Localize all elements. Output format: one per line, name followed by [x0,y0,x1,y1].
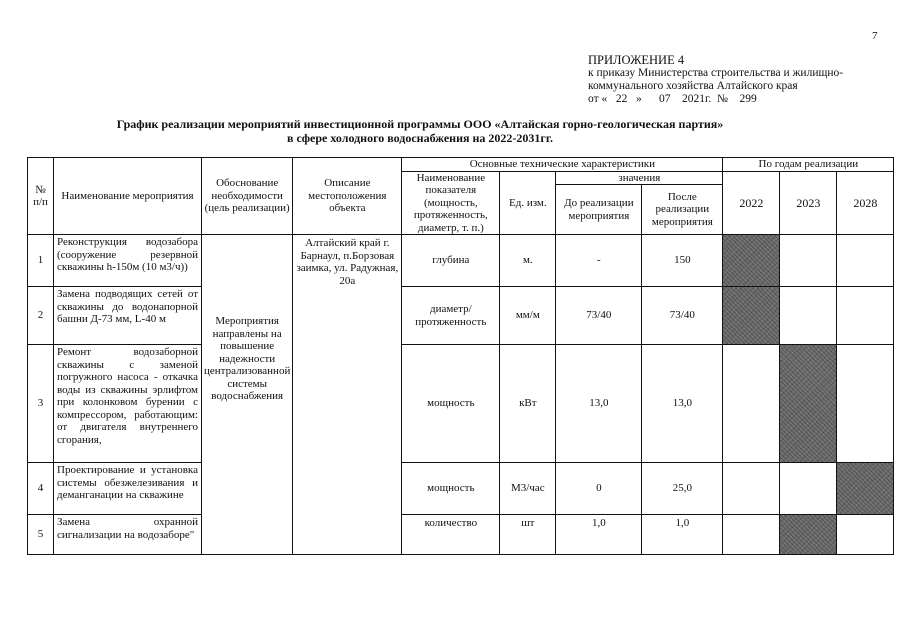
row-year-cell [780,287,837,345]
row-before: 73/40 [556,287,642,345]
appendix-line-2: коммунального хозяйства Алтайского края [588,80,798,92]
title-line-1: График реализации мероприятий инвестиционной программы ООО «Алтайская горно-геологическая партия» [116,117,724,131]
header-year-2022: 2022 [723,171,780,235]
header-years-group: По годам реализации [723,158,894,172]
page-number: 7 [872,30,878,42]
table-row [28,235,894,287]
row-indicator: диаметр/ протяженность [402,287,500,345]
location-cell: Алтайский край г. Барнаул, п.Борзовая заимка, ул. Радужная, 20а [293,235,402,555]
row-num: 4 [28,463,54,515]
header-before: До реализации мероприятия [556,185,642,235]
row-name: Реконструкция водозабора (сооружение резервной скважины h-150м (10 м3/ч)) [54,235,202,287]
header-year-2023: 2023 [780,171,837,235]
justification-cell: Мероприятия направлены на повышение надежности централизованной системы водоснабжения [202,235,293,555]
row-year-cell [837,345,894,463]
schedule-table [27,157,894,555]
row-after: 25,0 [642,463,723,515]
row-indicator: мощность [402,345,500,463]
row-before: 0 [556,463,642,515]
row-indicator: количество [402,515,500,555]
table-row [28,345,894,463]
table-row [28,463,894,515]
row-before: - [556,235,642,287]
row-name: Замена подводящих сетей от скважины до водонапорной башни Д-73 мм, L-40 м [54,287,202,345]
header-indicator: Наименование показателя (мощность, протяженность, диаметр, т. п.) [402,171,500,235]
row-unit: м. [500,235,556,287]
row-year-cell [723,345,780,463]
row-name: Проектирование и установка системы обезжелезивания и деманганации на скважине [54,463,202,515]
document-title [60,117,780,145]
row-unit: М3/час [500,463,556,515]
header-name: Наименование мероприятия [54,158,202,235]
row-unit: кВт [500,345,556,463]
appendix-block [588,54,843,106]
row-after: 150 [642,235,723,287]
appendix-heading: ПРИЛОЖЕНИЕ 4 [588,53,685,67]
header-num: № п/п [28,158,54,235]
title-line-2: в сфере холодного водоснабжения на 2022-2031гг. [287,131,553,145]
row-unit: шт [500,515,556,555]
row-before: 13,0 [556,345,642,463]
row-name: Замена охранной сигнализации на водозаборе" [54,515,202,555]
row-name: Ремонт водозаборной скважины с заменой погружного насоса - откачка воды из скважины эрлифтом при колонковом бурении с компрессором, работающим: от двигателя внутреннего сгорания, [54,345,202,463]
row-num: 5 [28,515,54,555]
row-year-cell [837,235,894,287]
row-year-cell [723,235,780,287]
row-year-cell [780,235,837,287]
table-row [28,515,894,555]
row-before: 1,0 [556,515,642,555]
row-year-cell [723,463,780,515]
row-year-cell [837,463,894,515]
header-year-2028: 2028 [837,171,894,235]
row-after: 13,0 [642,345,723,463]
header-location: Описание местоположения объекта [293,158,402,235]
row-num: 3 [28,345,54,463]
row-year-cell [723,287,780,345]
table-row [28,287,894,345]
row-year-cell [837,515,894,555]
row-year-cell [837,287,894,345]
appendix-line-3: от « 22 » 07 2021г. № 299 [588,93,757,105]
row-unit: мм/м [500,287,556,345]
appendix-line-1: к приказу Министерства строительства и жилищно- [588,67,844,79]
row-year-cell [780,345,837,463]
row-after: 73/40 [642,287,723,345]
row-year-cell [780,515,837,555]
header-tech-group: Основные технические характеристики [402,158,723,172]
row-num: 2 [28,287,54,345]
row-indicator: мощность [402,463,500,515]
header-unit: Ед. изм. [500,171,556,235]
row-after: 1,0 [642,515,723,555]
header-values-group: значения [556,171,723,185]
row-year-cell [780,463,837,515]
header-after: После реализации мероприятия [642,185,723,235]
row-year-cell [723,515,780,555]
row-num: 1 [28,235,54,287]
row-indicator: глубина [402,235,500,287]
header-justification: Обоснование необходимости (цель реализации) [202,158,293,235]
